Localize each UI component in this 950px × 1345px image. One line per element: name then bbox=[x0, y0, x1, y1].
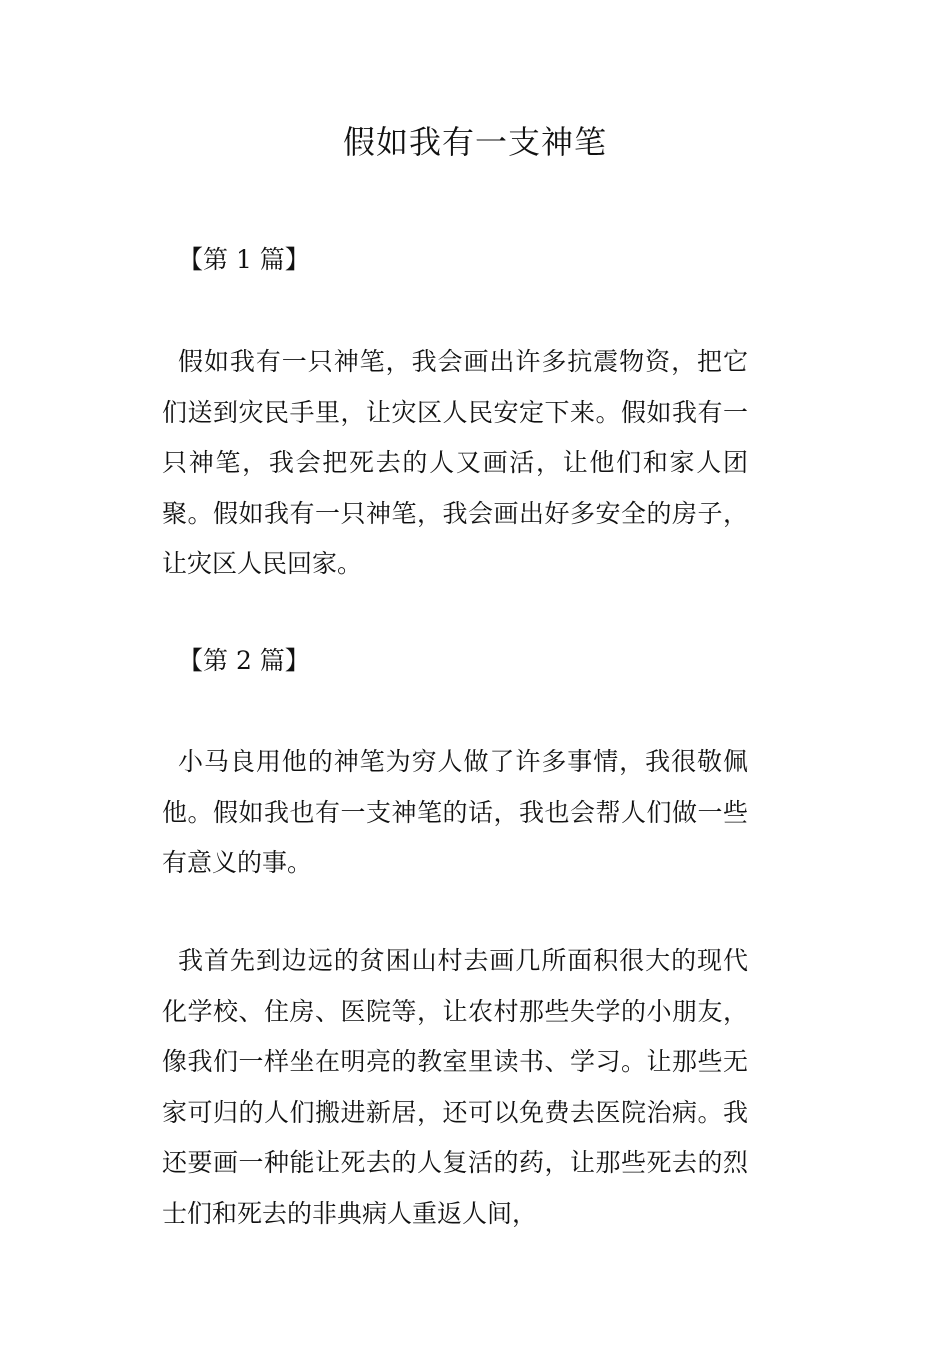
paragraph-2: 小马良用他的神笔为穷人做了许多事情，我很敬佩他。假如我也有一支神笔的话，我也会帮人们做一些有意义的事。 bbox=[162, 747, 748, 877]
document-title: 假如我有一支神笔 bbox=[342, 123, 607, 161]
paragraph-3: 我首先到边远的贫困山村去画几所面积很大的现代化学校、住房、医院等，让农村那些失学的小朋友，像我们一样坐在明亮的教室里读书、学习。让那些无家可归的人们搬进新居，还可以免费去医院治病。我还要画一种能让死去的人复活的药，让那些死去的烈士们和死去的非典病人重返人间， bbox=[162, 946, 748, 1228]
paragraph-1: 假如我有一只神笔，我会画出许多抗震物资，把它们送到灾民手里，让灾区人民安定下来。假如我有一只神笔，我会把死去的人又画活，让他们和家人团聚。假如我有一只神笔，我会画出好多安全的房子，让灾区人民回家。 bbox=[162, 347, 748, 578]
section-heading-1: 【第 1 篇】 bbox=[178, 245, 310, 274]
section-heading-2: 【第 2 篇】 bbox=[178, 646, 310, 675]
